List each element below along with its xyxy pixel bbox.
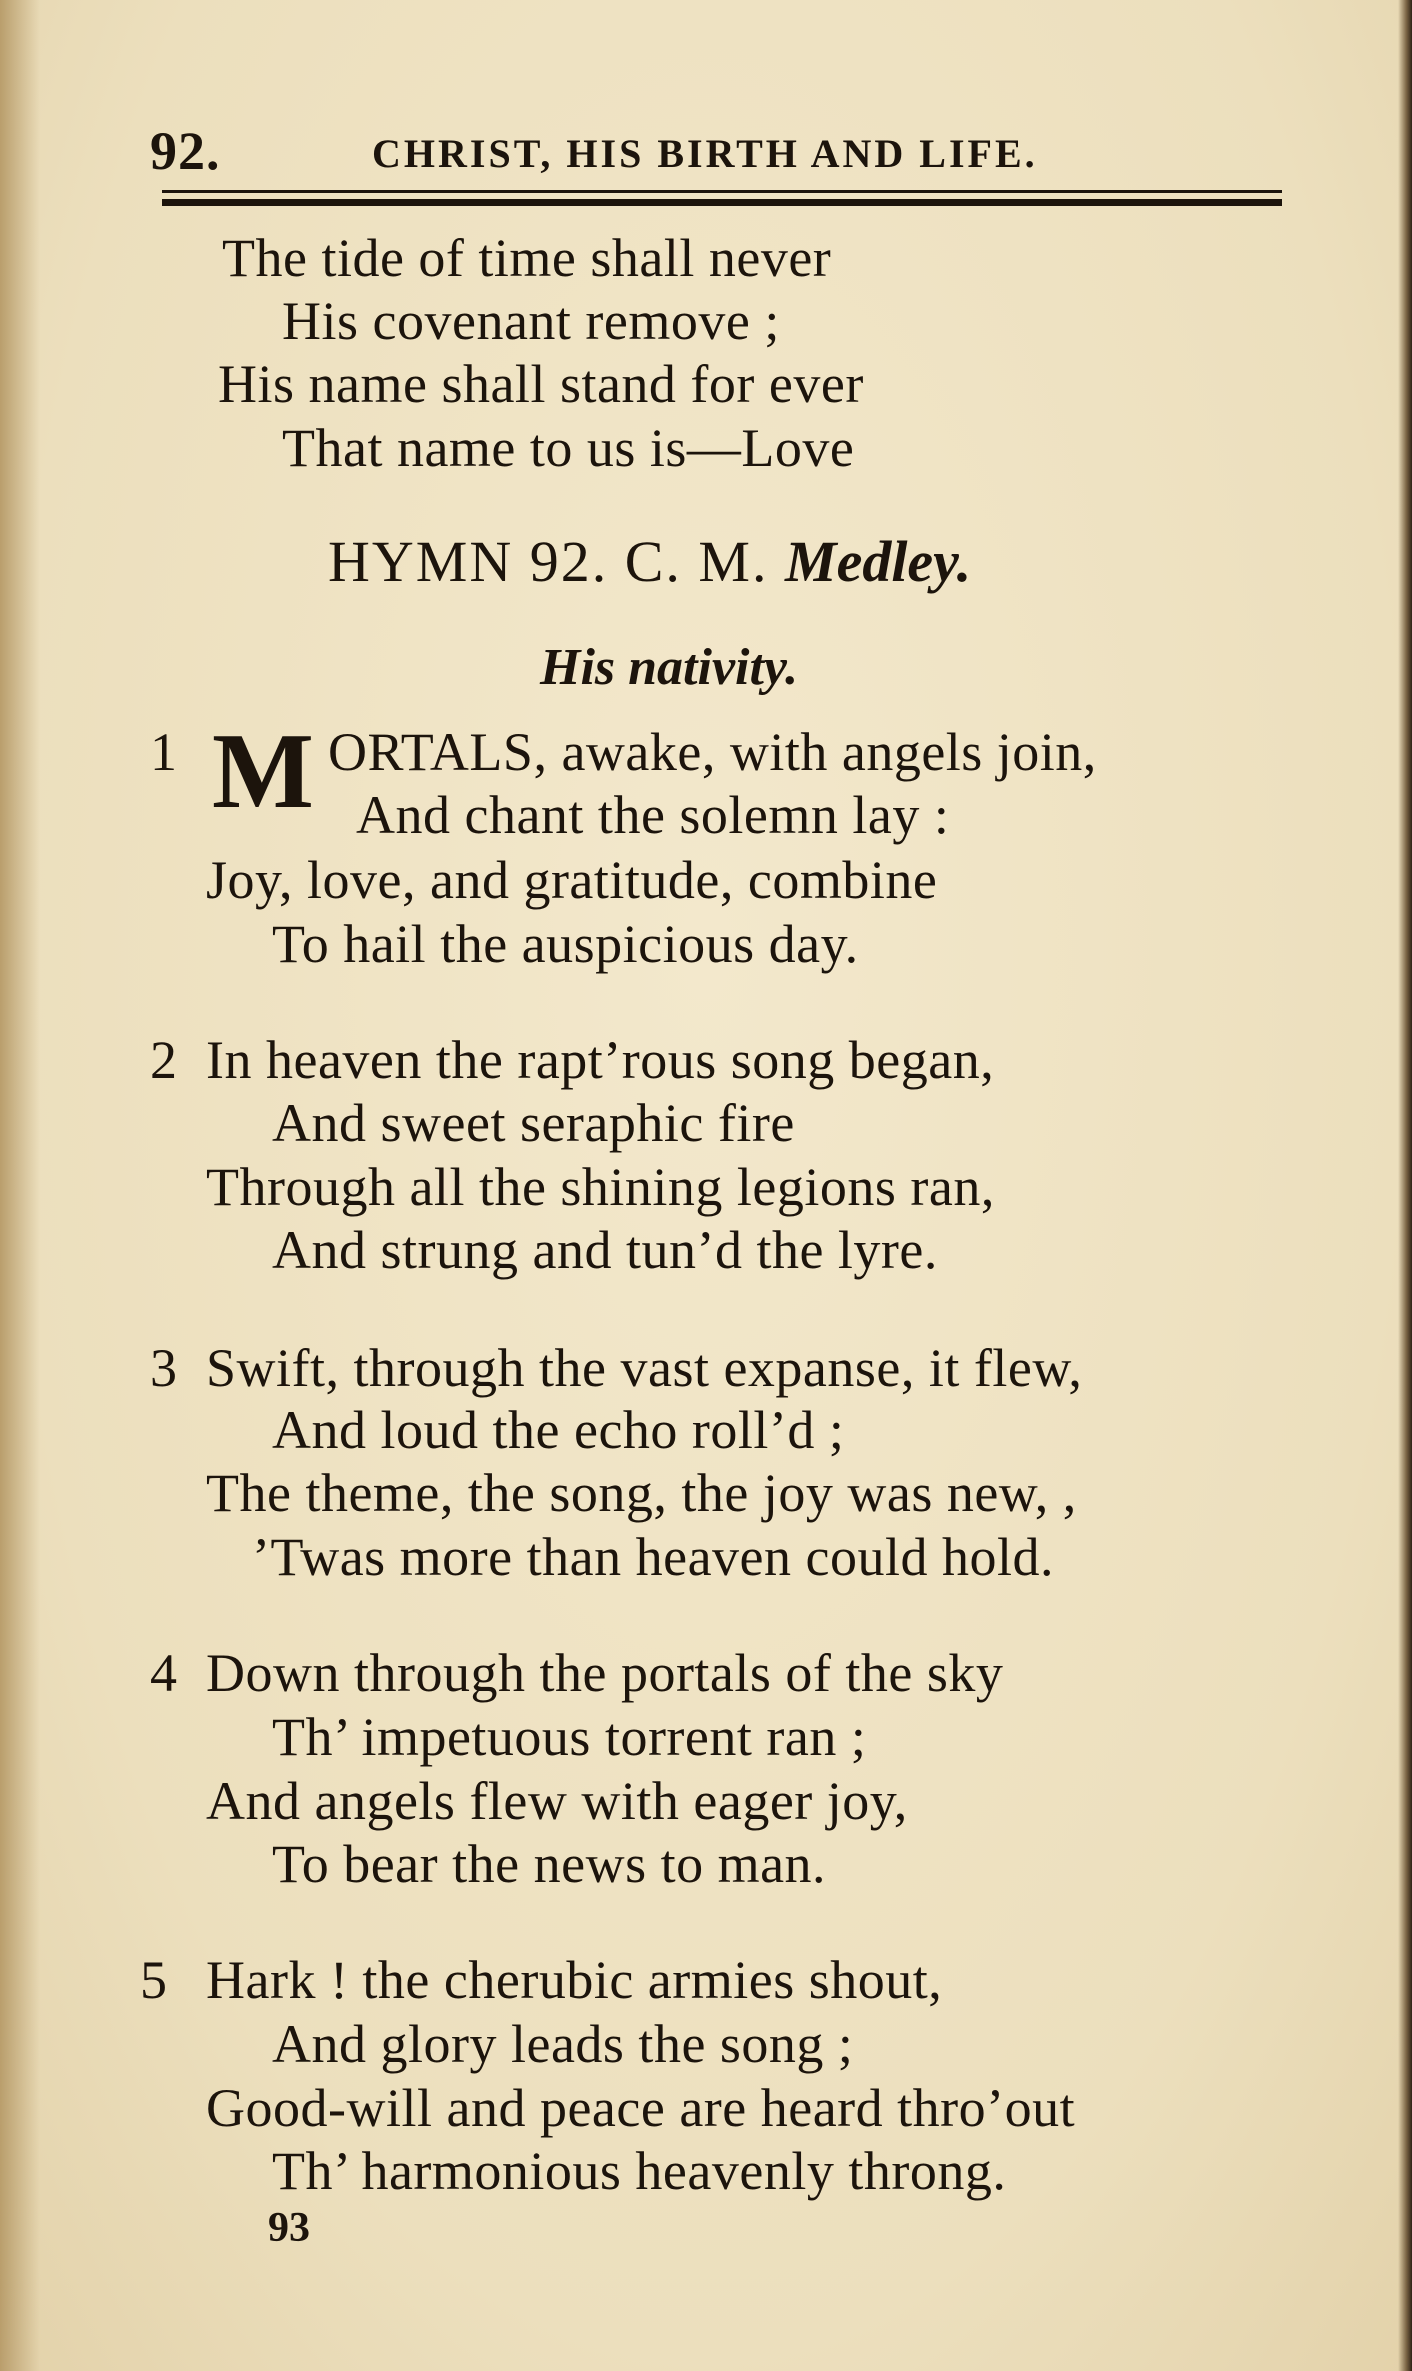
stanza-line: And sweet seraphic fire [272, 1093, 795, 1153]
stanza-line: And angels flew with eager joy, [206, 1771, 908, 1831]
header-rule-thick [162, 199, 1282, 206]
stanza-number: 2 [150, 1030, 177, 1090]
stanza-number: 3 [150, 1338, 177, 1398]
stanza-line: The theme, the song, the joy was new, , [206, 1463, 1077, 1523]
page-header [150, 120, 1270, 180]
prev-hymn-line: His covenant remove ; [282, 291, 780, 351]
header-rule-thin [162, 190, 1282, 193]
stanza-number: 5 [140, 1950, 167, 2010]
stanza-line: And strung and tun’d the lyre. [272, 1220, 938, 1280]
prev-hymn-line: The tide of time shall never [222, 228, 832, 288]
stanza-line: Th’ harmonious heavenly throng. [272, 2141, 1007, 2201]
stanza-line: Good-will and peace are heard thro’out [206, 2078, 1076, 2138]
hymn-title [328, 528, 971, 595]
hymn-subtitle: His nativity. [540, 639, 799, 696]
stanza-line: In heaven the rapt’rous song began, [206, 1030, 995, 1090]
prev-hymn-line: That name to us is—Love [282, 418, 855, 478]
stanza-line: Th’ impetuous torrent ran ; [272, 1707, 867, 1767]
stanza-line: And glory leads the song ; [272, 2014, 854, 2074]
signature-mark: 93 [268, 2205, 310, 2251]
hymn-number-meter: HYMN 92. C. M. [328, 529, 769, 594]
stanza-line: And chant the solemn lay : [356, 785, 950, 845]
stanza-line: And loud the echo roll’d ; [272, 1400, 845, 1460]
hymn-tune: Medley. [785, 529, 972, 594]
stanza-line: Through all the shining legions ran, [206, 1157, 995, 1217]
stanza-line: Down through the portals of the sky [206, 1643, 1004, 1703]
stanza-line: Swift, through the vast expanse, it flew, [206, 1338, 1083, 1398]
stanza-line: ORTALS, awake, with angels join, [328, 722, 1097, 782]
stanza-line: To bear the news to man. [272, 1834, 827, 1894]
stanza-number: 4 [150, 1643, 177, 1703]
stanza-line: To hail the auspicious day. [272, 914, 859, 974]
page-number: 92. [150, 121, 221, 181]
stanza-number: 1 [150, 722, 177, 782]
drop-cap: M [212, 712, 314, 831]
stanza-line: ’Twas more than heaven could hold. [252, 1527, 1054, 1587]
prev-hymn-line: His name shall stand for ever [218, 354, 864, 414]
stanza-line: Hark ! the cherubic armies shout, [206, 1950, 943, 2010]
running-title: CHRIST, HIS BIRTH AND LIFE. [372, 131, 1038, 176]
page-gutter-shadow [0, 0, 40, 2371]
page-edge [1398, 0, 1412, 2371]
stanza-line: Joy, love, and gratitude, combine [206, 850, 938, 910]
